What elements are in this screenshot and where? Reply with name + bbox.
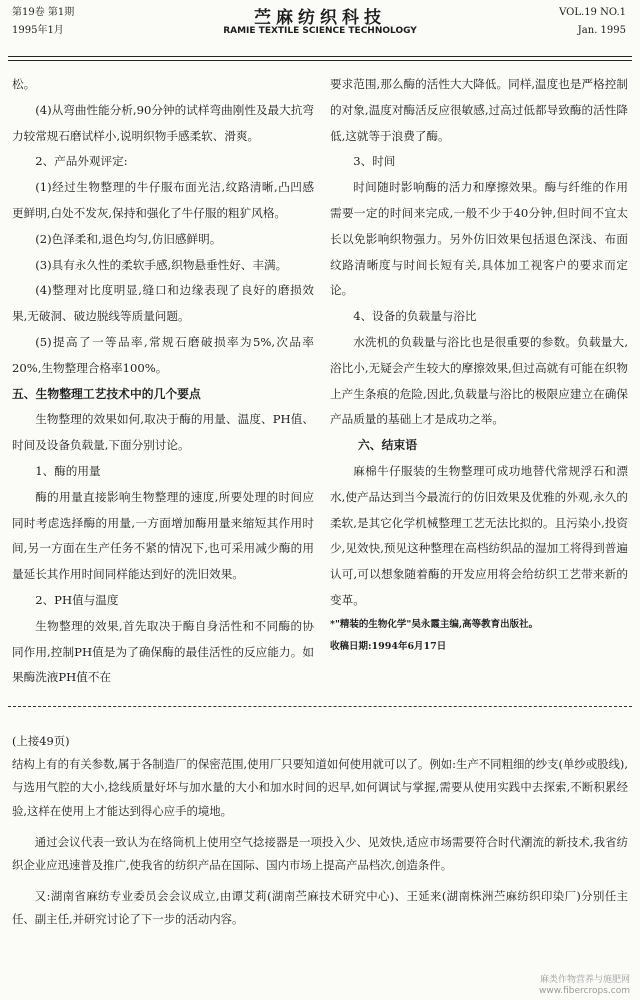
paragraph: (4)从弯曲性能分析,90分钟的试样弯曲刚性及最大抗弯力较常规石磨试样小,说明织物手感柔软、滑爽。 <box>12 102 314 143</box>
continuation-note: (上接49页) <box>12 734 70 748</box>
subheading: 1、酶的用量 <box>35 463 101 478</box>
subheading: 2、PH值与温度 <box>35 592 119 607</box>
section-heading: 六、结束语 <box>358 438 417 453</box>
watermark-url: www.fibercrops.com <box>539 986 630 996</box>
right-column <box>330 72 628 658</box>
received-date: 收稿日期:1994年6月17日 <box>330 640 447 652</box>
journal-title-cn: 苎麻纺织科技 <box>254 8 386 28</box>
paragraph: (2)色泽柔和,退色均匀,仿旧感鲜明。 <box>35 231 222 246</box>
paragraph: 麻棉牛仔服装的生物整理可成功地替代常规浮石和漂水,使产品达到当今最流行的仿旧效果及优雅的外观,永久的柔软,是其它化学机械整理工艺无法比拟的。且污染小,投资少,见效快,预见这种整理在高档纺织品的湿加工将得到普遍认可,可以想象随着酶的开发应用将会给纺织工艺带来新的变革。 <box>330 463 628 607</box>
paragraph: (4)整理对比度明显,缝口和边缘表现了良好的磨损效果,无破洞、破边脱线等质量问题。 <box>12 283 314 324</box>
header-rule <box>8 56 632 57</box>
paragraph: 要求范围,那么酶的活性大大降低。同样,温度也是严格控制的对象,温度对酶活反应很敏感,过高过低都导致酶的活性降低,这就等于浪费了酶。 <box>330 77 628 143</box>
paragraph: 酶的用量直接影响生物整理的速度,所要处理的时间应同时考虑选择酶的用量,一方面增加酶用量来缩短其作用时间,另一方面在生产任务不紧的情况下,也可采用减少酶的用量延长其作用时间同样能达到好的洗旧效果。 <box>12 489 314 582</box>
paragraph: (5)提高了一等品率,常规石磨破损率为5%,次品率20%,生物整理合格率100%。 <box>12 334 314 375</box>
watermark <box>539 975 630 997</box>
paragraph: 时间随时影响酶的活力和摩擦效果。酶与纤维的作用需要一定的时间来完成,一般不少于40分钟,但时间不宜太长以免影响织物强力。另外仿旧效果包括退色深浅、布面纹路清晰度与时间长短有关,具体加工视客户的要求而定论。 <box>330 180 628 298</box>
paragraph: 生物整理的效果,首先取决于酶自身活性和不同酶的协同作用,控制PH值是为了确保酶的最佳活性的反应能力。如果酶洗液PH值不在 <box>12 618 314 685</box>
continued-article <box>12 730 628 932</box>
paragraph: 生物整理的效果如何,取决于酶的用量、温度、PH值、时间及设备负载量,下面分别讨论。 <box>12 412 314 453</box>
journal-title-en: RAMIE TEXTILE SCIENCE TECHNOLOGY <box>223 26 417 36</box>
issue-month: Jan. 1995 <box>577 25 626 36</box>
left-column <box>12 72 314 691</box>
paragraph: (1)经过生物整理的牛仔服布面光洁,纹路清晰,凸凹感更鲜明,白处不发灰,保持和强化了牛仔服的粗犷风格。 <box>12 180 314 220</box>
section-separator <box>8 706 632 707</box>
paragraph: 松。 <box>12 77 36 91</box>
paragraph: 结构上有的有关参数,属于各制造厂的保密范围,使用厂只要知道如何使用就可以了。例如:生产不同粗细的纱支(单纱或股线),与选用气腔的大小,捻线质量好坏与加水量的大小和加水时间的迟早,如何调试与掌握,需要从使用实践中去探索,不断积累经验,这样在使用上才能达到得心应手的境地。 <box>12 757 628 818</box>
volume-issue: 第19卷 第1期 <box>12 7 75 18</box>
section-heading: 五、生物整理工艺技术中的几个要点 <box>12 386 201 401</box>
paragraph: (3)具有永久性的柔软手感,织物悬垂性好、丰满。 <box>35 257 288 272</box>
reference-note: *"精装的生物化学"吴永霞主编,高等教育出版社。 <box>330 618 539 630</box>
publication-date: 1995年1月 <box>12 25 64 36</box>
vol-no: VOL.19 NO.1 <box>559 7 626 18</box>
subheading: 4、设备的负载量与浴比 <box>353 309 477 324</box>
paragraph: 通过会议代表一致认为在络筒机上使用空气捻接器是一项投入少、见效快,适应市场需要符合时代潮流的新技术,我省纺织企业应迅速普及推广,使我省的纺织产品在国际、国内市场上提高产品档次,创造条件。 <box>12 834 628 873</box>
page-header <box>0 0 640 62</box>
header-rule-thin <box>8 60 632 61</box>
paragraph: 又:湖南省麻纺专业委员会会议成立,由谭艾莉(湖南苎麻技术研究中心)、王延来(湖南株洲苎麻纺织印染厂)分别任主任、副主任,并研究讨论了下一步的活动内容。 <box>12 889 628 927</box>
watermark-name: 麻类作物营养与施肥网 <box>539 975 630 985</box>
paragraph: 水洗机的负载量与浴比也是很重要的参数。负载量大,浴比小,无疑会产生较大的摩擦效果,但过高就有可能在织物上产生条痕的危险,因此,负载量与浴比的极限应建立在确保产品质量的基础上才是成功之举。 <box>330 334 628 427</box>
subheading: 3、时间 <box>353 154 396 169</box>
subheading: 2、产品外观评定: <box>35 154 128 169</box>
